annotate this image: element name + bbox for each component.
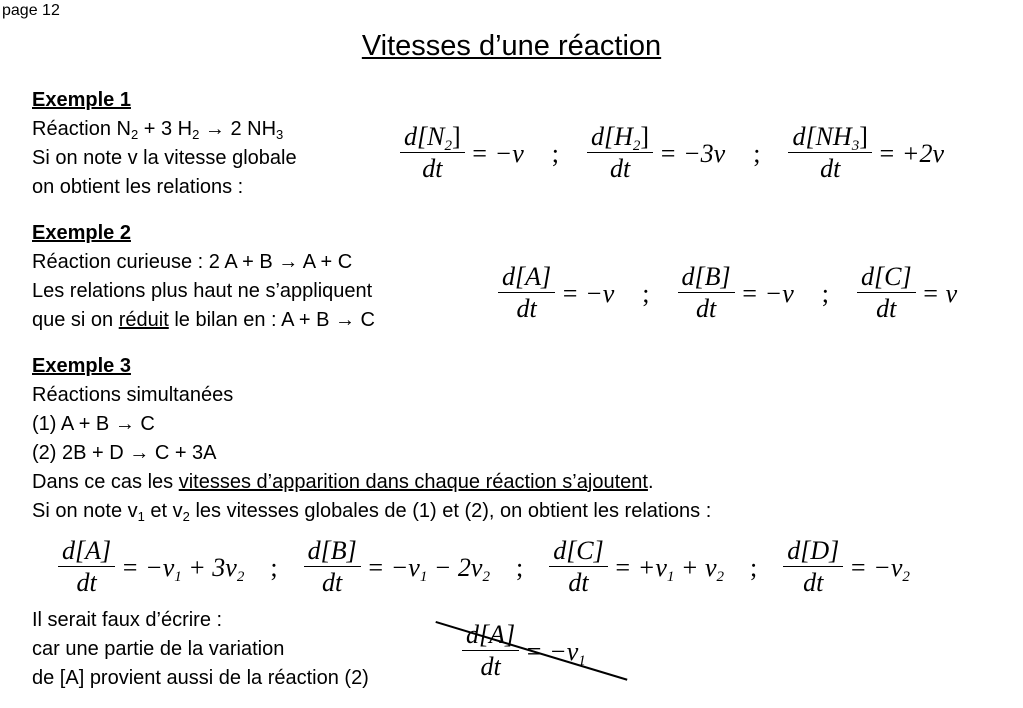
fraction-dA-dt: $\frac{d[A]}{dt}$ xyxy=(498,262,555,325)
fraction-dB-dt: $\frac{d[B]}{dt}$ xyxy=(304,536,361,599)
rhs-b: = −v xyxy=(740,278,794,308)
fraction-dC-dt: $\frac{d[C]}{dt}$ xyxy=(549,536,608,599)
example2-text xyxy=(32,219,375,335)
rhs-c: = +v1 + v2 xyxy=(613,552,724,585)
fraction-dB-dt: $\frac{d[B]}{dt}$ xyxy=(678,262,735,325)
rhs-b: = −v1 − 2v2 xyxy=(366,552,490,585)
example2-line1: Réaction curieuse : 2 A + B → A + C xyxy=(32,251,353,273)
example3-reaction2: (2) 2B + D → C + 3A xyxy=(32,442,217,464)
fraction-dD-dt: $\frac{d[D]}{dt}$ xyxy=(783,536,843,599)
separator: ; xyxy=(753,138,761,168)
rhs-a: = −v xyxy=(561,278,615,308)
separator: ; xyxy=(551,138,560,168)
example1-equations xyxy=(400,122,944,185)
page-title: Vitesses d’une réaction xyxy=(361,30,662,62)
rhs-h2: = −3v xyxy=(659,138,726,168)
example2-heading: Exemple 2 xyxy=(32,222,131,244)
wrong-line3: de [A] provient aussi de la réaction (2) xyxy=(32,667,369,689)
rhs-a: = −v1 + 3v2 xyxy=(121,552,245,585)
example1-line3: on obtient les relations : xyxy=(32,176,244,198)
wrong-line1: Il serait faux d’écrire : xyxy=(32,609,223,631)
rhs-d: = −v2 xyxy=(849,552,910,585)
fraction-dA-dt: $\frac{d[A]}{dt}$ xyxy=(58,536,115,599)
separator: ; xyxy=(642,278,650,308)
rhs-n2: = −v xyxy=(470,138,524,168)
example3-line1: Réactions simultanées xyxy=(32,384,234,406)
separator: ; xyxy=(750,552,758,582)
example1-reaction: Réaction $N_2 + 3$ $H_2 \to 2$ $NH_3$ xyxy=(32,118,284,142)
example1-line2: Si on note v la vitesse globale xyxy=(32,147,297,169)
crossed-out-equation xyxy=(462,620,586,683)
wrong-line2: car une partie de la variation xyxy=(32,638,285,660)
wrong-statement-text xyxy=(32,606,369,693)
example3-line4: Dans ce cas les vitesses d’apparition dans chaque réaction s’ajoutent. xyxy=(32,471,654,493)
rhs-nh3: = +2v xyxy=(877,138,945,168)
fraction-dC-dt: $\frac{d[C]}{dt}$ xyxy=(857,262,916,325)
rhs-a-wrong: = −v1 xyxy=(525,636,586,669)
fraction-dNH3-dt: $\frac{d[NH3]}{dt}$ xyxy=(788,122,871,185)
example3-reaction1: (1) A + B → C xyxy=(32,413,155,435)
example2-line2: Les relations plus haut ne s’appliquent xyxy=(32,280,373,302)
separator: ; xyxy=(270,552,278,582)
separator: ; xyxy=(515,552,524,582)
example1-heading: Exemple 1 xyxy=(32,89,131,111)
fraction-dH2-dt: $\frac{d[H2]}{dt}$ xyxy=(587,122,653,185)
example3-equations xyxy=(58,536,910,599)
example3-text xyxy=(32,352,711,526)
fraction-dA-dt: $\frac{d[A]}{dt}$ xyxy=(462,620,519,683)
example2-line3: que si on réduit le bilan en : A + B → C xyxy=(32,309,375,331)
example3-heading: Exemple 3 xyxy=(32,355,131,377)
page-number: page 12 xyxy=(2,2,60,19)
fraction-dN2-dt: $\frac{d[N2]}{dt}$ xyxy=(400,122,465,185)
example1-text xyxy=(32,86,297,202)
rhs-c: = v xyxy=(921,278,958,308)
example2-equations xyxy=(498,262,957,325)
example3-line5: Si on note $v_1$ et $v_2$ les vitesses globales de (1) et (2), on obtient les relations : xyxy=(32,500,712,524)
separator: ; xyxy=(821,278,829,308)
